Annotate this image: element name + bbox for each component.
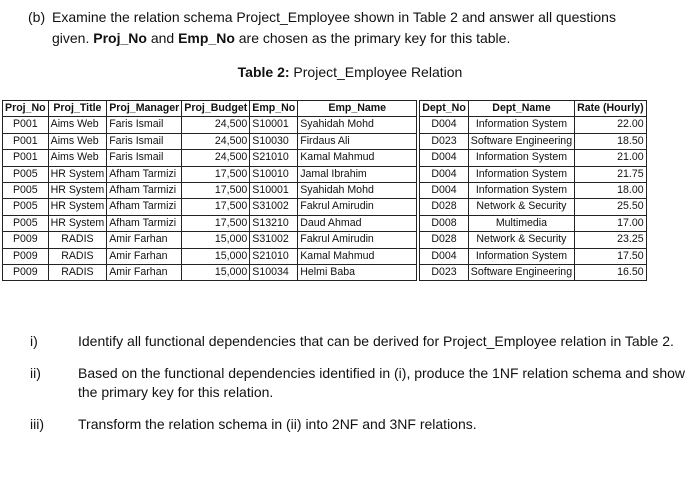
cell-proj-budget: 24,500 [182, 133, 250, 149]
cell-emp-name: Syahidah Mohd [298, 183, 417, 199]
cell-rate: 25.50 [575, 199, 647, 215]
cell-proj-manager: Afham Tarmizi [107, 199, 182, 215]
question-text: Transform the relation schema in (ii) into 2NF and 3NF relations. [78, 416, 477, 432]
cell-proj-manager: Faris Ismail [107, 150, 182, 166]
cell-dept-name: Information System [468, 117, 574, 133]
cell-emp-no: S10034 [250, 265, 298, 281]
cell-proj-no: P005 [3, 199, 49, 215]
cell-dept-no: D004 [420, 183, 469, 199]
header-emp-name: Emp_Name [298, 101, 417, 117]
table-row [3, 183, 647, 199]
cell-proj-budget: 17,500 [182, 183, 250, 199]
cell-proj-title: Aims Web [48, 150, 107, 166]
cell-proj-budget: 17,500 [182, 215, 250, 231]
cell-emp-no: S31002 [250, 232, 298, 248]
cell-proj-no: P001 [3, 117, 49, 133]
cell-proj-title: Aims Web [48, 133, 107, 149]
cell-emp-name: Daud Ahmad [298, 215, 417, 231]
table-body [3, 117, 647, 281]
table-caption-label: Table 2: [237, 64, 290, 80]
cell-dept-name: Network & Security [468, 232, 574, 248]
cell-dept-no: D023 [420, 133, 469, 149]
cell-proj-title: RADIS [48, 265, 107, 281]
cell-dept-name: Network & Security [468, 199, 574, 215]
intro-suffix: are chosen as the primary key for this table. [234, 30, 511, 46]
cell-proj-title: HR System [48, 215, 107, 231]
table-row [3, 117, 647, 133]
header-dept-no: Dept_No [420, 101, 469, 117]
cell-dept-no: D004 [420, 166, 469, 182]
question-text: Identify all functional dependencies that can be derived for Project_Employee relation in Table 2. [78, 333, 674, 349]
cell-dept-name: Information System [468, 166, 574, 182]
cell-proj-title: HR System [48, 183, 107, 199]
question-item [30, 415, 690, 434]
cell-rate: 23.25 [575, 232, 647, 248]
cell-proj-title: HR System [48, 199, 107, 215]
table-row [3, 199, 647, 215]
cell-dept-name: Information System [468, 248, 574, 264]
table-caption-text: Project_Employee Relation [289, 64, 463, 80]
header-proj-no: Proj_No [3, 101, 49, 117]
header-proj-manager: Proj_Manager [107, 101, 182, 117]
header-emp-no: Emp_No [250, 101, 298, 117]
cell-dept-name: Software Engineering [468, 133, 574, 149]
cell-proj-no: P001 [3, 150, 49, 166]
cell-proj-no: P005 [3, 215, 49, 231]
question-text: Based on the functional dependencies identified in (i), produce the 1NF relation schema and show the primary key for this relation. [78, 365, 686, 400]
cell-proj-title: Aims Web [48, 117, 107, 133]
cell-rate: 22.00 [575, 117, 647, 133]
relation-table-container [2, 100, 647, 281]
cell-emp-name: Firdaus Ali [298, 133, 417, 149]
cell-rate: 17.50 [575, 248, 647, 264]
question-number: iii) [30, 416, 44, 432]
cell-dept-no: D008 [420, 215, 469, 231]
cell-proj-manager: Amir Farhan [107, 248, 182, 264]
table-row [3, 215, 647, 231]
header-proj-budget: Proj_Budget [182, 101, 250, 117]
cell-emp-no: S13210 [250, 215, 298, 231]
question-number: i) [30, 333, 38, 349]
cell-proj-title: HR System [48, 166, 107, 182]
table-caption [0, 64, 700, 80]
cell-proj-budget: 15,000 [182, 265, 250, 281]
cell-proj-budget: 24,500 [182, 117, 250, 133]
cell-emp-name: Kamal Mahmud [298, 248, 417, 264]
cell-proj-budget: 15,000 [182, 232, 250, 248]
primary-key-2: Emp_No [178, 30, 235, 46]
cell-emp-no: S10001 [250, 117, 298, 133]
question-list [30, 332, 690, 447]
intro-line-1 [28, 7, 693, 28]
cell-rate: 21.75 [575, 166, 647, 182]
question-number: ii) [30, 365, 41, 381]
cell-dept-name: Information System [468, 150, 574, 166]
cell-emp-no: S10001 [250, 183, 298, 199]
question-item [30, 364, 690, 402]
cell-proj-title: RADIS [48, 248, 107, 264]
intro-line-1-text: Examine the relation schema Project_Employee shown in Table 2 and answer all questions [52, 9, 616, 25]
cell-dept-no: D004 [420, 150, 469, 166]
cell-emp-name: Kamal Mahmud [298, 150, 417, 166]
cell-proj-no: P005 [3, 183, 49, 199]
table-header-row [3, 101, 647, 117]
primary-key-1: Proj_No [93, 30, 147, 46]
cell-rate: 17.00 [575, 215, 647, 231]
cell-proj-title: RADIS [48, 232, 107, 248]
cell-proj-no: P009 [3, 248, 49, 264]
table-row [3, 265, 647, 281]
cell-proj-no: P001 [3, 133, 49, 149]
cell-emp-name: Jamal Ibrahim [298, 166, 417, 182]
cell-emp-name: Fakrul Amirudin [298, 199, 417, 215]
intro-and: and [146, 30, 179, 46]
cell-emp-no: S31002 [250, 199, 298, 215]
cell-dept-no: D028 [420, 199, 469, 215]
cell-emp-name: Fakrul Amirudin [298, 232, 417, 248]
cell-rate: 18.00 [575, 183, 647, 199]
cell-dept-no: D004 [420, 248, 469, 264]
cell-emp-name: Helmi Baba [298, 265, 417, 281]
cell-proj-budget: 17,500 [182, 199, 250, 215]
intro-line-2 [28, 28, 693, 49]
table-row [3, 232, 647, 248]
cell-proj-budget: 15,000 [182, 248, 250, 264]
table-row [3, 248, 647, 264]
cell-dept-name: Multimedia [468, 215, 574, 231]
cell-dept-no: D023 [420, 265, 469, 281]
cell-rate: 21.00 [575, 150, 647, 166]
project-employee-table [2, 100, 647, 281]
cell-emp-no: S10010 [250, 166, 298, 182]
cell-proj-manager: Faris Ismail [107, 133, 182, 149]
cell-emp-name: Syahidah Mohd [298, 117, 417, 133]
cell-proj-manager: Afham Tarmizi [107, 183, 182, 199]
table-row [3, 150, 647, 166]
cell-rate: 16.50 [575, 265, 647, 281]
cell-emp-no: S21010 [250, 248, 298, 264]
cell-dept-no: D004 [420, 117, 469, 133]
cell-proj-no: P005 [3, 166, 49, 182]
table-row [3, 166, 647, 182]
cell-rate: 18.50 [575, 133, 647, 149]
question-item [30, 332, 690, 351]
part-marker: (b) [28, 9, 46, 25]
cell-proj-no: P009 [3, 265, 49, 281]
header-rate: Rate (Hourly) [575, 101, 647, 117]
question-intro [28, 7, 693, 49]
cell-proj-manager: Faris Ismail [107, 117, 182, 133]
cell-dept-no: D028 [420, 232, 469, 248]
cell-proj-manager: Afham Tarmizi [107, 166, 182, 182]
cell-emp-no: S10030 [250, 133, 298, 149]
cell-proj-no: P009 [3, 232, 49, 248]
cell-proj-manager: Afham Tarmizi [107, 215, 182, 231]
cell-proj-manager: Amir Farhan [107, 232, 182, 248]
header-proj-title: Proj_Title [48, 101, 107, 117]
table-row [3, 133, 647, 149]
cell-dept-name: Information System [468, 183, 574, 199]
cell-proj-budget: 17,500 [182, 166, 250, 182]
cell-emp-no: S21010 [250, 150, 298, 166]
intro-prefix: given. [52, 30, 94, 46]
cell-proj-manager: Amir Farhan [107, 265, 182, 281]
cell-proj-budget: 24,500 [182, 150, 250, 166]
cell-dept-name: Software Engineering [468, 265, 574, 281]
header-dept-name: Dept_Name [468, 101, 574, 117]
